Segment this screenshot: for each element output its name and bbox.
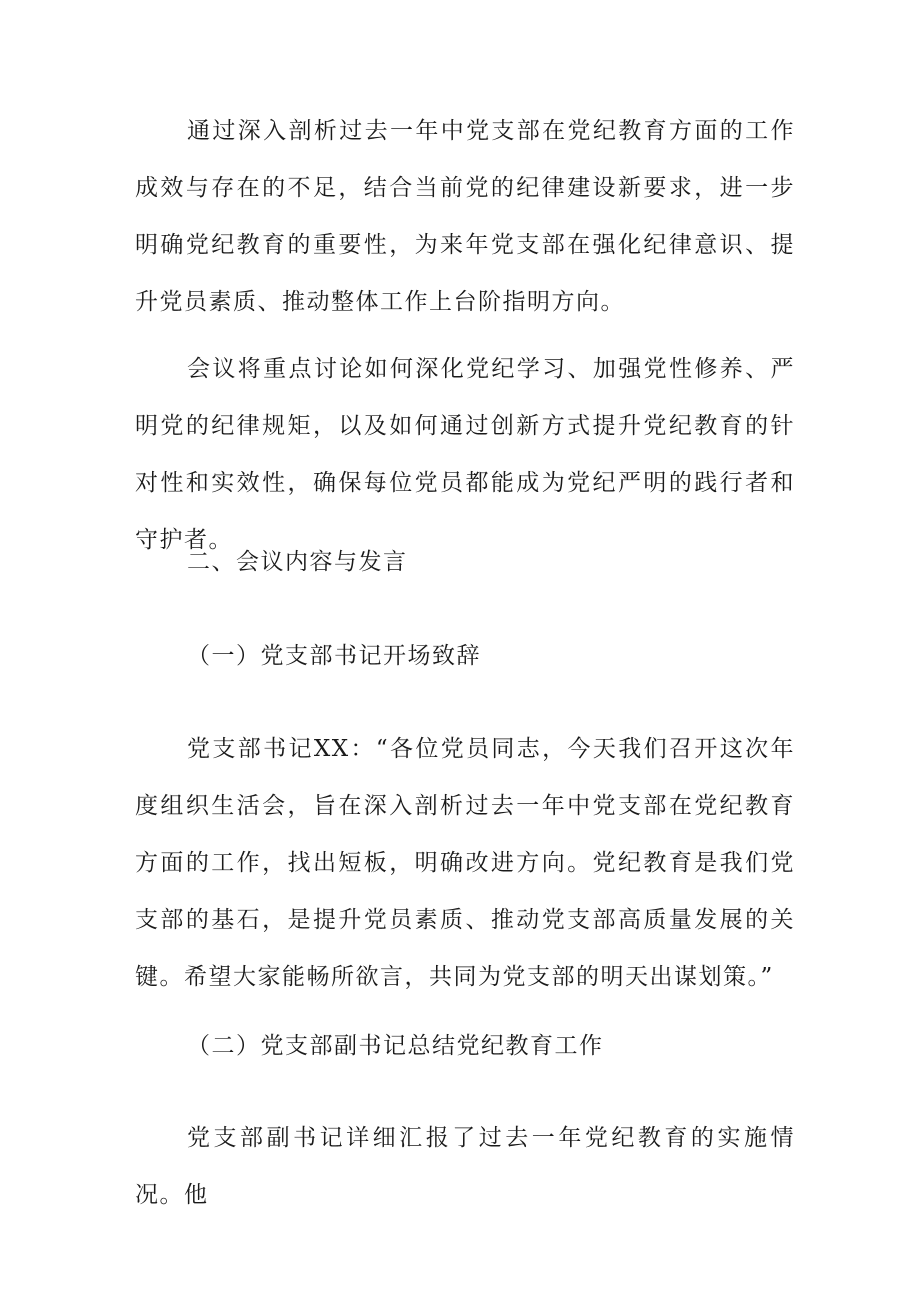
paragraph-secretary-speech: 党支部书记XX：“各位党员同志，今天我们召开这次年度组织生活会，旨在深入剖析过去一年中党支部在党纪教育方面的工作，找出短板，明确改进方向。党纪教育是我们党支部的基石，是提升党员素质、推动党支部高质量发展的关键。希望大家能畅所欲言，共同为党支部的明天出谋划策。” bbox=[135, 736, 795, 990]
paragraph-deputy-report: 党支部副书记详细汇报了过去一年党纪教育的实施情况。他 bbox=[135, 1125, 795, 1208]
section-heading-meeting-content: 二、会议内容与发言 bbox=[187, 549, 408, 575]
subsection-heading-deputy-summary: （二）党支部副书记总结党纪教育工作 bbox=[187, 1033, 604, 1059]
paragraph-meeting-topics: 会议将重点讨论如何深化党纪学习、加强党性修养、严明党的纪律规矩，以及如何通过创新方式提升党纪教育的针对性和实效性，确保每位党员都能成为党纪严明的践行者和守护者。 bbox=[135, 356, 795, 553]
paragraph-meeting-purpose: 通过深入剖析过去一年中党支部在党纪教育方面的工作成效与存在的不足，结合当前党的纪律建设新要求，进一步明确党纪教育的重要性，为来年党支部在强化纪律意识、提升党员素质、推动整体工作上台阶指明方向。 bbox=[135, 118, 795, 315]
subsection-heading-secretary-opening: （一）党支部书记开场致辞 bbox=[187, 643, 481, 669]
